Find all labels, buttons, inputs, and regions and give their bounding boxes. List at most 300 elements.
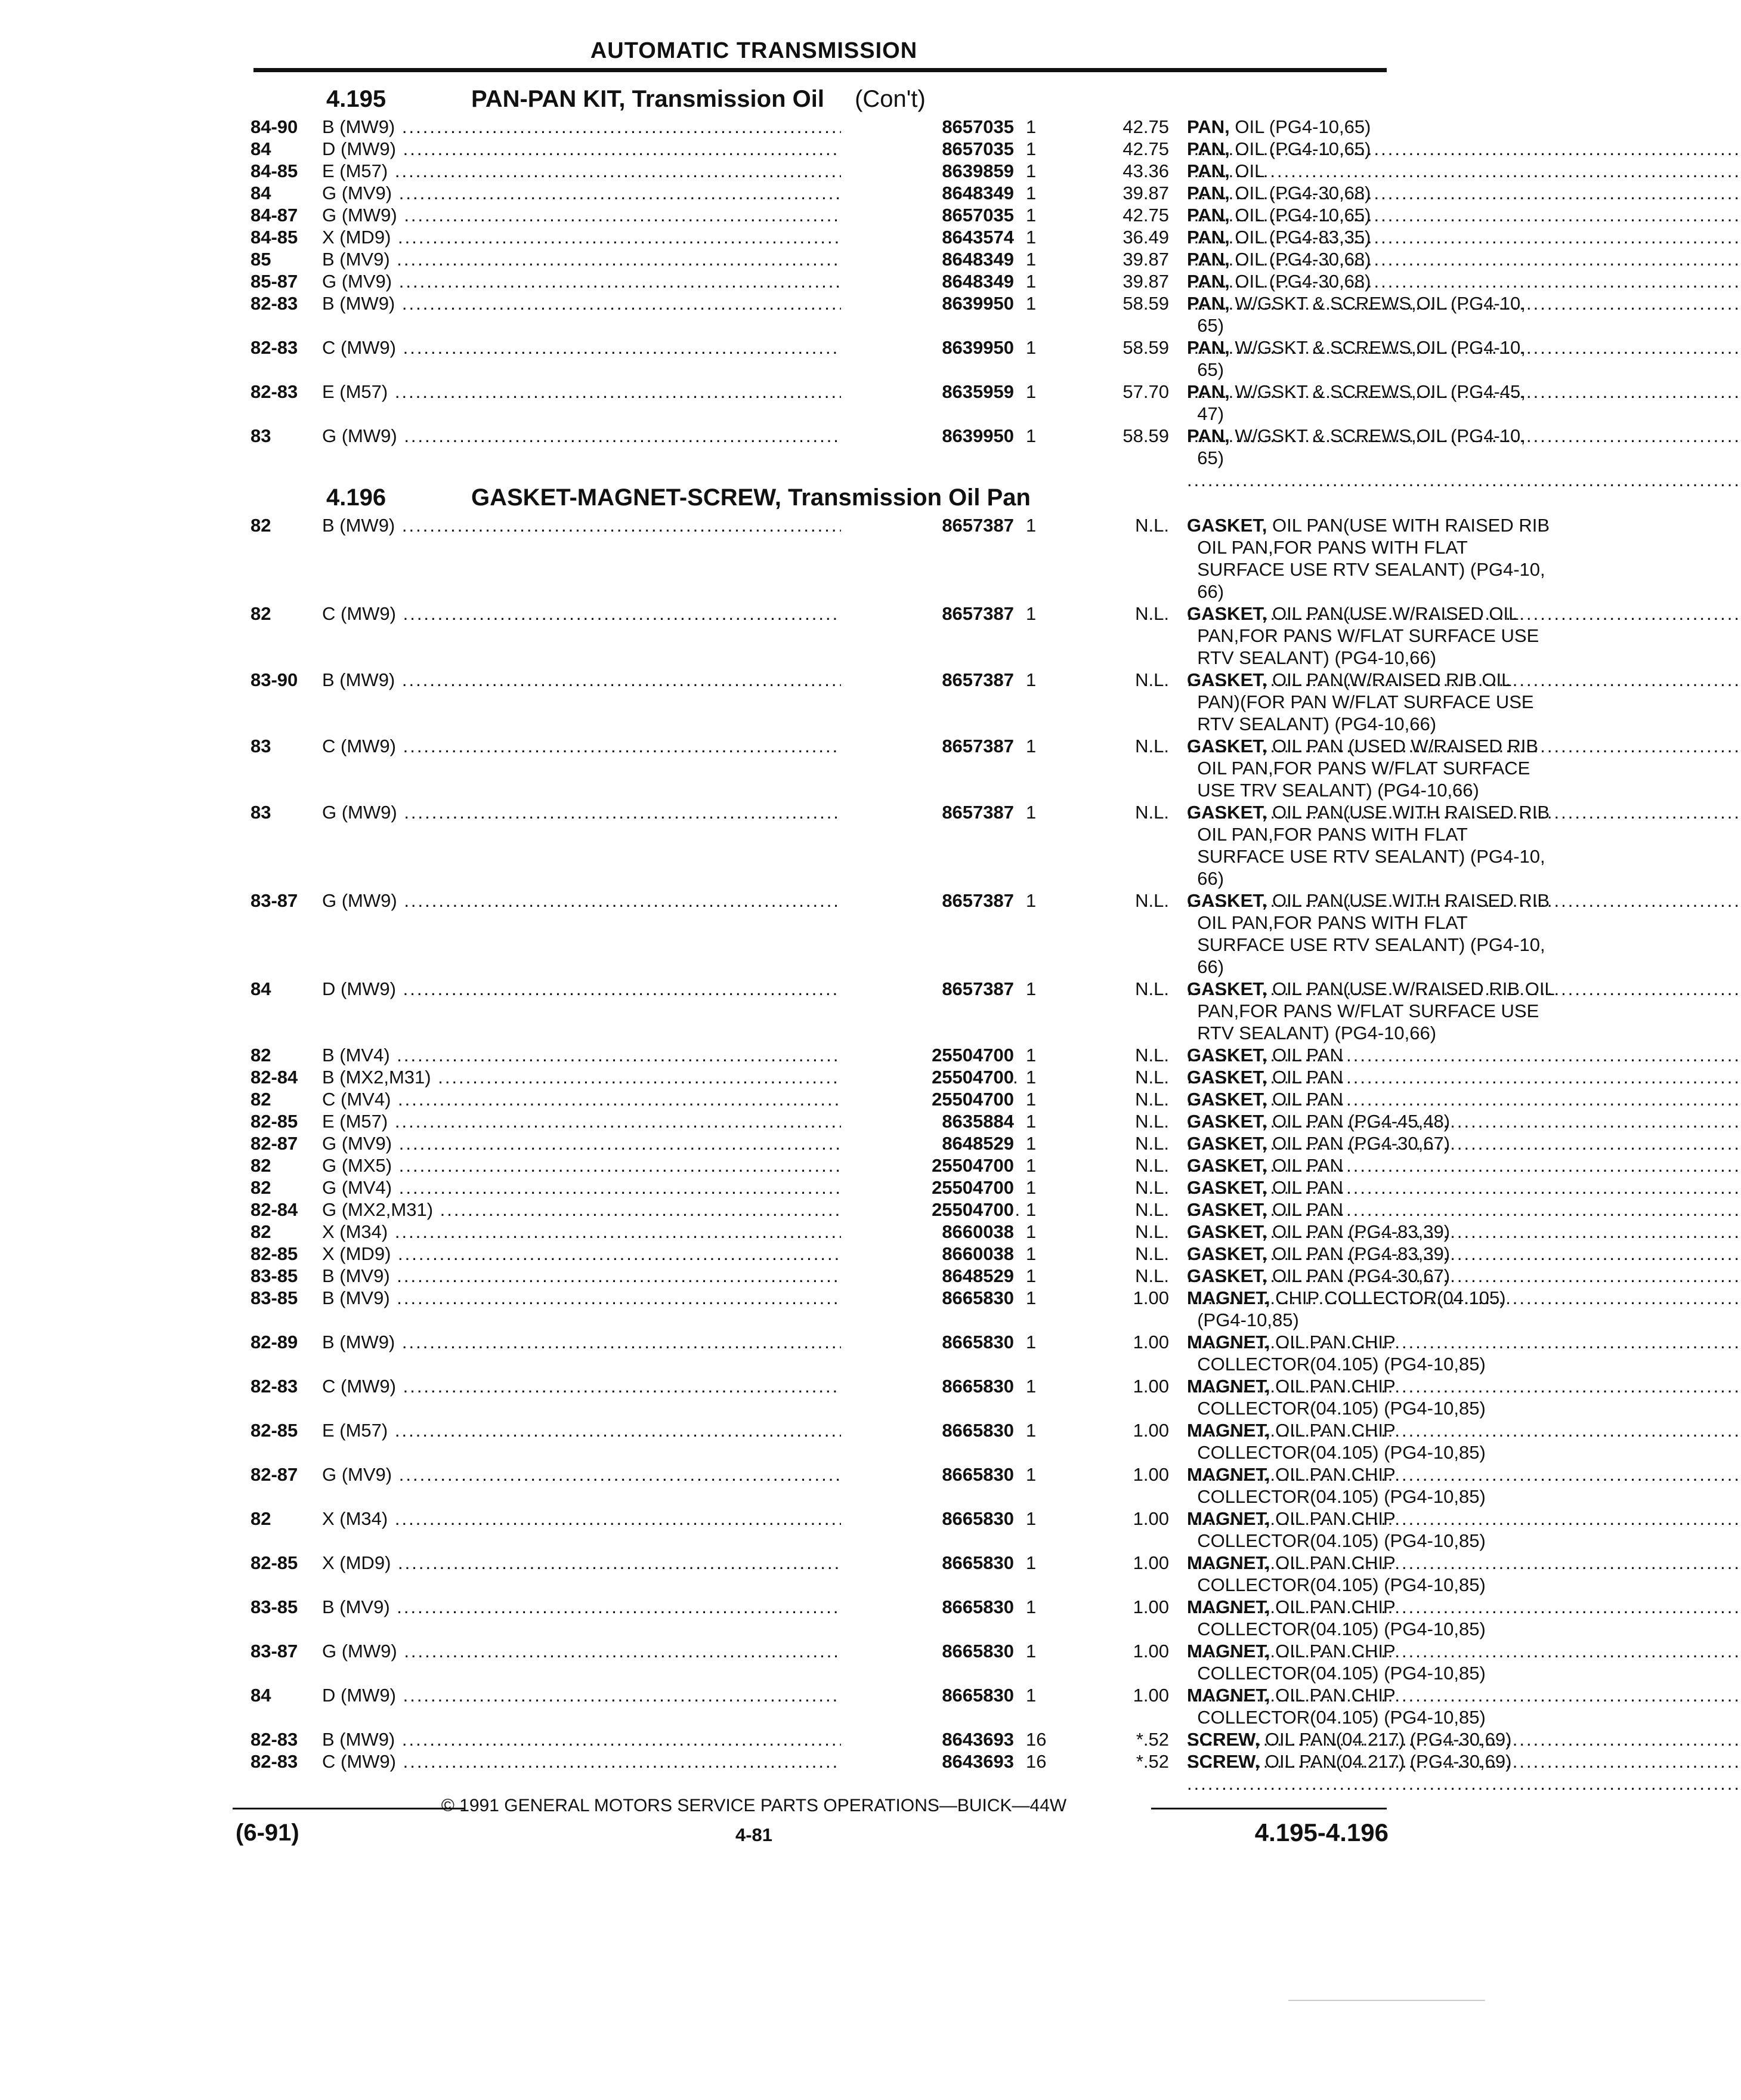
parts-entry	[245, 182, 1390, 204]
part-number: 25504700	[841, 1199, 1014, 1221]
price: N.L.	[1135, 1265, 1169, 1286]
description-text: W/GSKT & SCREWS,OIL (PG4-10, 65) .....	[1187, 337, 1741, 402]
quantity: 1	[1026, 1133, 1037, 1154]
model-years: 83	[251, 736, 271, 756]
price: 1.00	[1133, 1464, 1169, 1485]
model-years: 82	[251, 1045, 271, 1066]
quantity: 1	[1026, 1641, 1037, 1662]
quantity: 16	[1026, 1729, 1047, 1750]
description-lead: MAGNET,	[1187, 1596, 1270, 1617]
description-lead: GASKET,	[1187, 736, 1267, 756]
price: 36.49	[1122, 227, 1169, 248]
description-text: OIL (PG4-83,35) .....	[1187, 227, 1741, 270]
quantity: 1	[1026, 1464, 1037, 1485]
model-years: 83-85	[251, 1265, 298, 1286]
model-code: G (MV4) .....	[322, 1176, 886, 1199]
description-lead: GASKET,	[1187, 802, 1267, 823]
part-number: 8665830	[841, 1596, 1014, 1618]
description-lead: GASKET,	[1187, 1067, 1267, 1088]
part-number: 8657387	[841, 801, 1014, 823]
quantity: 1	[1026, 227, 1037, 248]
quantity: 1	[1026, 1089, 1037, 1110]
quantity: 1	[1026, 293, 1037, 314]
part-number: 8657035	[841, 204, 1014, 226]
model-code: X (M34) .....	[322, 1508, 886, 1530]
quantity: 16	[1026, 1751, 1047, 1772]
part-number: 8643693	[841, 1750, 1014, 1772]
model-years: 85	[251, 249, 271, 270]
section-4-196	[245, 482, 1555, 1772]
model-years: 82-85	[251, 1420, 298, 1441]
price: N.L.	[1135, 1133, 1169, 1154]
quantity: 1	[1026, 1177, 1037, 1198]
part-number: 8639859	[841, 160, 1014, 182]
parts-entry	[245, 248, 1390, 270]
parts-entry	[245, 1508, 1486, 1552]
quantity: 1	[1026, 1067, 1037, 1088]
price: *.52	[1136, 1751, 1169, 1772]
section-suffix: (Con't)	[855, 86, 926, 112]
model-years: 82-85	[251, 1552, 298, 1573]
footer-section-range: 4.195-4.196	[1254, 1818, 1389, 1846]
model-years: 82-83	[251, 337, 298, 358]
quantity: 1	[1026, 1243, 1037, 1264]
model-code: B (MV9) .....	[322, 248, 886, 270]
model-years: 82-84	[251, 1199, 298, 1220]
description-lead: MAGNET,	[1187, 1420, 1270, 1441]
price: N.L.	[1135, 890, 1169, 911]
parts-entry	[245, 1750, 1512, 1772]
price: 58.59	[1122, 425, 1169, 446]
header-rule	[253, 68, 1387, 72]
parts-entry	[245, 1044, 1390, 1066]
description-text: OIL (PG4-30,68) .....	[1187, 249, 1741, 292]
description-text: OIL PAN (PG4-30,67) .....	[1187, 1133, 1741, 1176]
model-code: G (MW9) .....	[322, 890, 886, 912]
description-text: OIL PAN(W/RAISED RIB OIL PAN)(FOR PAN W/FLAT SURFACE USE RTV SEALANT) (PG4-10,66) .....	[1187, 669, 1741, 756]
model-years: 82	[251, 1221, 271, 1242]
part-number: 8665830	[841, 1463, 1014, 1486]
parts-entry	[245, 1176, 1390, 1199]
description-text: OIL PAN .....	[1187, 1155, 1741, 1198]
quantity: 1	[1026, 271, 1037, 292]
description-lead: PAN,	[1187, 160, 1230, 181]
description-lead: GASKET,	[1187, 1155, 1267, 1176]
model-code: C (MW9) .....	[322, 336, 886, 359]
description-text: CHIP COLLECTOR(04.105) (PG4-10,85) .....	[1187, 1287, 1741, 1352]
price: N.L.	[1135, 1243, 1169, 1264]
page-header-title: AUTOMATIC TRANSMISSION	[590, 38, 918, 63]
model-years: 84-90	[251, 116, 298, 137]
section-heading	[245, 84, 1390, 116]
description-text: OIL .....	[1187, 160, 1741, 203]
model-years: 82-83	[251, 1729, 298, 1750]
model-years: 83-87	[251, 1641, 298, 1662]
description-lead: PAN,	[1187, 205, 1230, 226]
quantity: 1	[1026, 515, 1037, 536]
footer-copyright: © 1991 GENERAL MOTORS SERVICE PARTS OPERATIONS—BUICK—44W	[441, 1796, 1067, 1815]
description-lead: MAGNET,	[1187, 1332, 1270, 1352]
price: N.L.	[1135, 1199, 1169, 1220]
quantity: 1	[1026, 1596, 1037, 1617]
part-description	[1187, 425, 1628, 491]
model-code: C (MW9) .....	[322, 1750, 886, 1772]
part-number: 25504700	[841, 1088, 1014, 1110]
parts-entry	[245, 1110, 1451, 1132]
part-number: 8657387	[841, 603, 1014, 625]
part-number: 8665830	[841, 1331, 1014, 1353]
description-text: OIL PAN CHIP COLLECTOR(04.105) (PG4-10,85) .....	[1187, 1464, 1741, 1529]
model-code: G (MW9) .....	[322, 425, 886, 447]
price: 1.00	[1133, 1552, 1169, 1573]
description-text: OIL PAN .....	[1187, 1045, 1741, 1088]
parts-entry	[245, 1684, 1486, 1728]
part-number: 8635959	[841, 381, 1014, 403]
part-number: 8635884	[841, 1110, 1014, 1132]
description-lead: PAN,	[1187, 293, 1230, 314]
model-code: D (MW9) .....	[322, 138, 886, 160]
model-code: B (MV9) .....	[322, 1287, 886, 1309]
part-number: 8648349	[841, 248, 1014, 270]
model-code: E (M57) .....	[322, 1419, 886, 1441]
description-text: OIL PAN .....	[1187, 1067, 1741, 1110]
parts-entry	[245, 1287, 1506, 1331]
model-years: 82-84	[251, 1067, 298, 1088]
price: 58.59	[1122, 337, 1169, 358]
parts-entry	[245, 1552, 1486, 1596]
section-4-195	[245, 84, 1526, 469]
model-years: 83-87	[251, 890, 298, 911]
quantity: 1	[1026, 1045, 1037, 1066]
price: N.L.	[1135, 978, 1169, 999]
price: 1.00	[1133, 1420, 1169, 1441]
parts-entry	[245, 1066, 1390, 1088]
part-number: 8657387	[841, 978, 1014, 1000]
model-years: 82-89	[251, 1332, 298, 1352]
description-text: OIL PAN CHIP COLLECTOR(04.105) (PG4-10,85) .....	[1187, 1641, 1741, 1706]
quantity: 1	[1026, 1221, 1037, 1242]
quantity: 1	[1026, 425, 1037, 446]
quantity: 1	[1026, 669, 1037, 690]
part-number: 8665830	[841, 1684, 1014, 1706]
model-code: B (MW9) .....	[322, 514, 886, 536]
parts-entry	[245, 1596, 1486, 1640]
description-lead: PAN,	[1187, 116, 1230, 137]
price: 39.87	[1122, 249, 1169, 270]
model-code: E (M57) .....	[322, 160, 886, 182]
model-code: C (MV4) .....	[322, 1088, 886, 1110]
description-lead: MAGNET,	[1187, 1508, 1270, 1529]
quantity: 1	[1026, 1287, 1037, 1308]
model-years: 83	[251, 802, 271, 823]
description-lead: GASKET,	[1187, 1133, 1267, 1154]
part-number: 8665830	[841, 1419, 1014, 1441]
quantity: 1	[1026, 1508, 1037, 1529]
description-text: OIL PAN CHIP COLLECTOR(04.105) (PG4-10,85) .....	[1187, 1332, 1741, 1397]
description-text: OIL PAN .....	[1187, 1199, 1741, 1242]
quantity: 1	[1026, 1199, 1037, 1220]
description-lead: PAN,	[1187, 381, 1230, 402]
parts-entry	[245, 1728, 1512, 1750]
description-text: OIL PAN (PG4-45,48) .....	[1187, 1111, 1741, 1154]
parts-entry	[245, 890, 1550, 978]
price: 1.00	[1133, 1641, 1169, 1662]
description-lead: MAGNET,	[1187, 1641, 1270, 1662]
description-lead: PAN,	[1187, 138, 1230, 159]
part-number: 25504700	[841, 1154, 1014, 1176]
description-lead: GASKET,	[1187, 603, 1267, 624]
description-lead: GASKET,	[1187, 978, 1267, 999]
description-text: OIL PAN (PG4-30,67) .....	[1187, 1265, 1741, 1308]
model-code: G (MV9) .....	[322, 1463, 886, 1486]
model-code: X (MD9) .....	[322, 1243, 886, 1265]
description-text: OIL PAN (USED W/RAISED RIB OIL PAN,FOR PANS W/FLAT SURFACE USE TRV SEALANT) (PG4-10,66) .....	[1187, 736, 1741, 823]
description-text: OIL PAN(USE WITH RAISED RIB OIL PAN,FOR PANS WITH FLAT SURFACE USE RTV SEALANT) (PG4-10, 66) .....	[1187, 515, 1741, 624]
description-lead: GASKET,	[1187, 1265, 1267, 1286]
part-number: 8639950	[841, 292, 1014, 314]
description-lead: MAGNET,	[1187, 1376, 1270, 1397]
quantity: 1	[1026, 381, 1037, 402]
description-lead: GASKET,	[1187, 1177, 1267, 1198]
quantity: 1	[1026, 1111, 1037, 1132]
model-years: 83-85	[251, 1596, 298, 1617]
parts-entry	[245, 425, 1526, 469]
model-years: 82	[251, 1508, 271, 1529]
part-number: 8657387	[841, 890, 1014, 912]
parts-entry	[245, 603, 1539, 669]
quantity: 1	[1026, 116, 1037, 137]
model-years: 83-85	[251, 1287, 298, 1308]
description-text: OIL PAN(04.217) (PG4-30,69) .....	[1187, 1751, 1741, 1794]
parts-entry	[245, 116, 1390, 138]
parts-entry	[245, 381, 1526, 425]
part-number: 8665830	[841, 1640, 1014, 1662]
section-title: GASKET-MAGNET-SCREW, Transmission Oil Pan	[471, 484, 1031, 511]
description-lead: MAGNET,	[1187, 1464, 1270, 1485]
part-number: 8643574	[841, 226, 1014, 248]
price: 42.75	[1122, 205, 1169, 226]
price: 1.00	[1133, 1685, 1169, 1706]
model-years: 83-90	[251, 669, 298, 690]
model-code: B (MW9) .....	[322, 669, 886, 691]
parts-entry	[245, 1199, 1390, 1221]
price: 43.36	[1122, 160, 1169, 181]
quantity: 1	[1026, 249, 1037, 270]
model-code: G (MX2,M31) .....	[322, 1199, 886, 1221]
quantity: 1	[1026, 205, 1037, 226]
parts-entry	[245, 669, 1534, 735]
price: 42.75	[1122, 116, 1169, 137]
section-number: 4.196	[326, 484, 386, 511]
model-years: 82-85	[251, 1243, 298, 1264]
model-code: G (MW9) .....	[322, 801, 886, 823]
model-code: B (MV9) .....	[322, 1265, 886, 1287]
description-lead: MAGNET,	[1187, 1685, 1270, 1706]
part-number: 8657387	[841, 514, 1014, 536]
part-number: 8665830	[841, 1375, 1014, 1397]
model-code: C (MW9) .....	[322, 735, 886, 757]
price: 39.87	[1122, 183, 1169, 203]
description-lead: GASKET,	[1187, 1089, 1267, 1110]
quantity: 1	[1026, 1155, 1037, 1176]
description-lead: MAGNET,	[1187, 1287, 1270, 1308]
description-text: OIL PAN (PG4-83,39) .....	[1187, 1221, 1741, 1264]
description-text: OIL (PG4-30,68) .....	[1187, 183, 1741, 226]
description-lead: GASKET,	[1187, 515, 1267, 536]
model-code: X (MD9) .....	[322, 1552, 886, 1574]
part-number: 8657035	[841, 138, 1014, 160]
model-code: B (MW9) .....	[322, 116, 886, 138]
description-lead: GASKET,	[1187, 669, 1267, 690]
description-text: OIL PAN CHIP COLLECTOR(04.105) (PG4-10,85) .....	[1187, 1552, 1741, 1617]
model-code: X (MD9) .....	[322, 226, 886, 248]
price: *.52	[1136, 1729, 1169, 1750]
model-code: G (MW9) .....	[322, 1640, 886, 1662]
quantity: 1	[1026, 978, 1037, 999]
part-number: 8648349	[841, 270, 1014, 292]
part-number: 8665830	[841, 1287, 1014, 1309]
description-lead: PAN,	[1187, 183, 1230, 203]
quantity: 1	[1026, 1332, 1037, 1352]
scan-mark	[1288, 2000, 1485, 2001]
part-number: 25504700	[841, 1176, 1014, 1199]
description-text: OIL PAN .....	[1187, 1177, 1741, 1220]
description-text: W/GSKT & SCREWS,OIL (PG4-10, 65) .....	[1187, 425, 1741, 490]
model-years: 83	[251, 425, 271, 446]
price: 1.00	[1133, 1596, 1169, 1617]
model-code: G (MX5) .....	[322, 1154, 886, 1176]
model-years: 82-87	[251, 1133, 298, 1154]
model-code: B (MV9) .....	[322, 1596, 886, 1618]
model-code: E (M57) .....	[322, 381, 886, 403]
parts-entry	[245, 204, 1390, 226]
price: N.L.	[1135, 1089, 1169, 1110]
model-code: B (MW9) .....	[322, 1331, 886, 1353]
model-code: D (MW9) .....	[322, 978, 886, 1000]
footer-date: (6-91)	[236, 1820, 299, 1846]
description-text: OIL (PG4-30,68) .....	[1187, 271, 1741, 314]
model-years: 82	[251, 1089, 271, 1110]
description-text: OIL PAN CHIP COLLECTOR(04.105) (PG4-10,85) .....	[1187, 1596, 1741, 1662]
price: 1.00	[1133, 1287, 1169, 1308]
section-heading	[245, 482, 1390, 514]
description-lead: GASKET,	[1187, 1111, 1267, 1132]
quantity: 1	[1026, 138, 1037, 159]
description-text: OIL PAN CHIP COLLECTOR(04.105) (PG4-10,85) .....	[1187, 1420, 1741, 1485]
entry-list	[245, 116, 1526, 469]
description-lead: PAN,	[1187, 249, 1230, 270]
description-text: OIL PAN CHIP COLLECTOR(04.105) (PG4-10,85) .....	[1187, 1508, 1741, 1573]
part-number: 8639950	[841, 425, 1014, 447]
price: 39.87	[1122, 271, 1169, 292]
part-number: 8657387	[841, 735, 1014, 757]
quantity: 1	[1026, 1376, 1037, 1397]
model-code: B (MV4) .....	[322, 1044, 886, 1066]
model-years: 85-87	[251, 271, 298, 292]
parts-entry	[245, 1419, 1486, 1463]
quantity: 1	[1026, 337, 1037, 358]
price: N.L.	[1135, 1177, 1169, 1198]
quantity: 1	[1026, 736, 1037, 756]
parts-entry	[245, 1265, 1451, 1287]
quantity: 1	[1026, 1420, 1037, 1441]
parts-entry	[245, 1640, 1486, 1684]
parts-entry	[245, 801, 1550, 890]
description-text: OIL PAN CHIP COLLECTOR(04.105) (PG4-10,85) .....	[1187, 1685, 1741, 1750]
model-code: X (M34) .....	[322, 1221, 886, 1243]
part-number: 8660038	[841, 1243, 1014, 1265]
part-number: 25504700	[841, 1044, 1014, 1066]
model-code: C (MW9) .....	[322, 603, 886, 625]
model-years: 84-85	[251, 227, 298, 248]
price: N.L.	[1135, 1045, 1169, 1066]
section-title: PAN-PAN KIT, Transmission Oil (Con't)	[471, 86, 926, 112]
quantity: 1	[1026, 1552, 1037, 1573]
description-text: OIL PAN(USE W/RAISED RIB OIL PAN,FOR PANS W/FLAT SURFACE USE RTV SEALANT) (PG4-10,66) .....	[1187, 978, 1741, 1066]
part-number: 8648529	[841, 1132, 1014, 1154]
description-lead: GASKET,	[1187, 1045, 1267, 1066]
price: N.L.	[1135, 515, 1169, 536]
description-text: OIL PAN (PG4-83,39) .....	[1187, 1243, 1741, 1286]
parts-entry	[245, 1331, 1486, 1375]
description-text: OIL (PG4-10,65) .....	[1187, 138, 1741, 181]
quantity: 1	[1026, 183, 1037, 203]
model-years: 82-87	[251, 1464, 298, 1485]
model-years: 82-83	[251, 293, 298, 314]
price: 1.00	[1133, 1332, 1169, 1352]
price: N.L.	[1135, 802, 1169, 823]
description-lead: GASKET,	[1187, 1243, 1267, 1264]
description-lead: SCREW,	[1187, 1751, 1260, 1772]
parts-entry	[245, 1375, 1486, 1419]
model-years: 84	[251, 138, 271, 159]
model-years: 84	[251, 183, 271, 203]
model-code: G (MV9) .....	[322, 182, 886, 204]
parts-entry	[245, 226, 1390, 248]
price: N.L.	[1135, 736, 1169, 756]
description-lead: PAN,	[1187, 425, 1230, 446]
model-code: B (MW9) .....	[322, 1728, 886, 1750]
description-lead: GASKET,	[1187, 1221, 1267, 1242]
price: N.L.	[1135, 1067, 1169, 1088]
section-number: 4.195	[326, 86, 386, 112]
parts-entry	[245, 270, 1390, 292]
part-number: 8643693	[841, 1728, 1014, 1750]
price: N.L.	[1135, 603, 1169, 624]
description-text: W/GSKT & SCREWS,OIL (PG4-45, 47) .....	[1187, 381, 1741, 446]
quantity: 1	[1026, 1265, 1037, 1286]
quantity: 1	[1026, 603, 1037, 624]
description-lead: MAGNET,	[1187, 1552, 1270, 1573]
model-code: G (MV9) .....	[322, 1132, 886, 1154]
parts-entry	[245, 160, 1390, 182]
model-years: 82	[251, 603, 271, 624]
parts-entry	[245, 514, 1550, 603]
description-text: OIL PAN(USE WITH RAISED RIB OIL PAN,FOR PANS WITH FLAT SURFACE USE RTV SEALANT) (PG4-10, 66) .....	[1187, 890, 1741, 999]
quantity: 1	[1026, 890, 1037, 911]
model-years: 84-85	[251, 160, 298, 181]
part-number: 25504700	[841, 1066, 1014, 1088]
price: N.L.	[1135, 669, 1169, 690]
description-lead: PAN,	[1187, 271, 1230, 292]
description-text: OIL PAN CHIP COLLECTOR(04.105) (PG4-10,85) .....	[1187, 1376, 1741, 1441]
model-years: 82	[251, 1177, 271, 1198]
price: 57.70	[1122, 381, 1169, 402]
part-number: 8648529	[841, 1265, 1014, 1287]
parts-entry	[245, 336, 1526, 381]
quantity: 1	[1026, 160, 1037, 181]
model-years: 82	[251, 1155, 271, 1176]
